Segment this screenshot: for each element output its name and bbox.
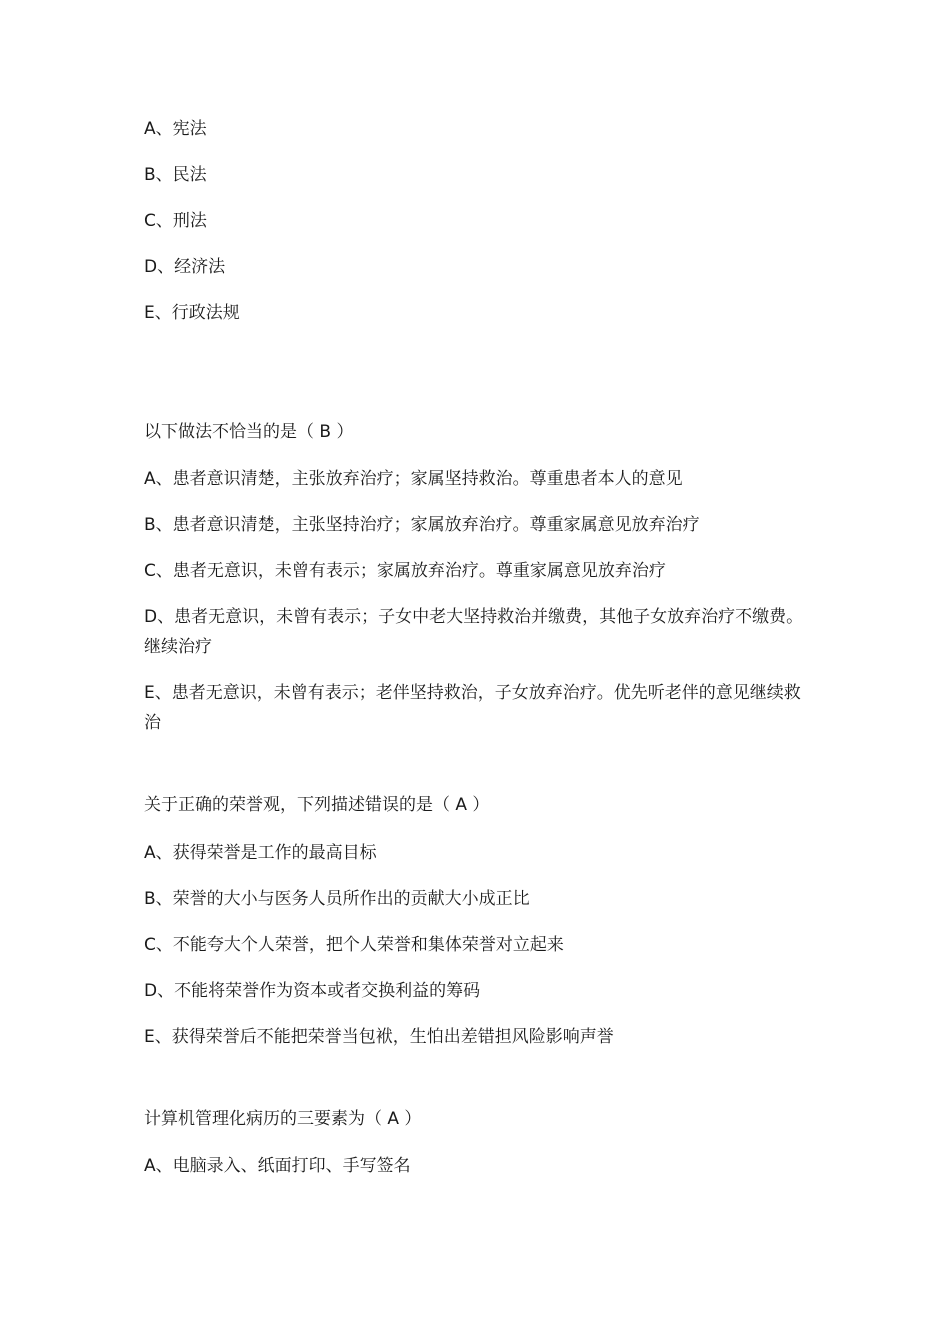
option-a: A、宪法: [144, 119, 207, 139]
option-e: E、获得荣誉后不能把荣誉当包袱，生怕出差错担风险影响声誉: [144, 1027, 614, 1047]
option-a: A、电脑录入、纸面打印、手写签名: [144, 1156, 411, 1176]
option-b: B、荣誉的大小与医务人员所作出的贡献大小成正比: [144, 889, 530, 909]
option-a: A、患者意识清楚，主张放弃治疗；家属坚持救治。尊重患者本人的意见: [144, 469, 683, 489]
option-d: D、经济法: [144, 257, 226, 277]
question-stem: 以下做法不恰当的是（ B ）: [144, 422, 354, 442]
option-e: E、行政法规: [144, 303, 240, 323]
option-c: C、患者无意识，未曾有表示；家属放弃治疗。尊重家属意见放弃治疗: [144, 561, 666, 581]
question-stem: 计算机管理化病历的三要素为（ A ）: [144, 1109, 422, 1129]
option-a: A、获得荣誉是工作的最高目标: [144, 843, 377, 863]
option-b: B、患者意识清楚，主张坚持治疗；家属放弃治疗。尊重家属意见放弃治疗: [144, 515, 700, 535]
question-stem: 关于正确的荣誉观，下列描述错误的是（ A ）: [144, 795, 490, 815]
option-c: C、不能夸大个人荣誉，把个人荣誉和集体荣誉对立起来: [144, 935, 564, 955]
option-b: B、民法: [144, 165, 207, 185]
option-d: D、不能将荣誉作为资本或者交换利益的筹码: [144, 981, 481, 1001]
option-d: D、患者无意识，未曾有表示；子女中老大坚持救治并缴费，其他子女放弃治疗不缴费。继续治疗: [144, 607, 804, 657]
option-c: C、刑法: [144, 211, 207, 231]
option-e: E、患者无意识，未曾有表示；老伴坚持救治，子女放弃治疗。优先听老伴的意见继续救治: [144, 683, 801, 733]
